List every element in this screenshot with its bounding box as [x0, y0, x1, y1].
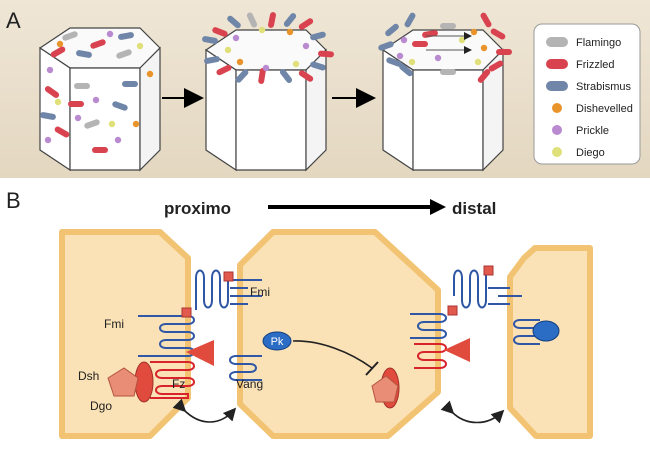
- fmi-top-coil: [196, 271, 228, 311]
- random-prickle-5: [75, 115, 81, 121]
- polar-diego-2: [409, 59, 415, 65]
- polar-frizzled-5: [412, 41, 428, 47]
- polar-prickle-7: [435, 55, 441, 61]
- random-strabismus-13: [122, 81, 138, 87]
- random-frizzled-14: [68, 101, 84, 107]
- random-prickle-1: [107, 31, 113, 37]
- legend: [534, 24, 640, 164]
- polar-dishevelled-3: [471, 29, 477, 35]
- fz-right-triangle: [444, 338, 470, 362]
- fmi-top-label: Fmi: [250, 285, 270, 299]
- random-prickle-7: [93, 97, 99, 103]
- apical-prickle-0: [233, 35, 239, 41]
- random-dishevelled-0: [57, 41, 63, 47]
- polar-diego-5: [475, 59, 481, 65]
- fmi-right-top-coil: [454, 271, 486, 308]
- apical-dishevelled-6: [237, 59, 243, 65]
- random-dishevelled-8: [147, 71, 153, 77]
- legend-swatch-diego: [552, 147, 562, 157]
- prism-apical: [202, 11, 335, 170]
- polar-flamingo-12: [440, 69, 456, 75]
- cells: [62, 232, 590, 436]
- dsh-label: Dsh: [78, 369, 100, 383]
- fmi-left-label: Fmi: [104, 317, 124, 331]
- apical-frizzled-8: [318, 50, 334, 57]
- legend-swatch-frizzled: [546, 59, 568, 69]
- legend-swatch-dishevelled: [552, 103, 562, 113]
- random-flamingo-9: [74, 83, 90, 89]
- pk-label: Pk: [270, 336, 284, 348]
- polar-flamingo-11: [440, 23, 456, 29]
- apical-prickle-5: [263, 65, 269, 71]
- random-frizzled-11: [92, 147, 108, 153]
- panel-a: [0, 0, 650, 178]
- random-diego-10: [55, 99, 61, 105]
- polar-dishevelled-4: [481, 45, 487, 51]
- legend-label-diego: Diego: [576, 147, 605, 159]
- fmi-right-square-2: [448, 306, 457, 315]
- polar-prickle-0: [401, 37, 407, 43]
- polar-diego-6: [459, 37, 465, 43]
- panel-b-label: B: [6, 188, 21, 213]
- cell-right: [510, 248, 590, 436]
- dgo-label: Dgo: [90, 399, 113, 413]
- vang-label: Vang: [236, 377, 264, 391]
- prism-random: [40, 28, 160, 170]
- fmi-left-square: [182, 308, 191, 317]
- legend-label-dishevelled: Dishevelled: [576, 103, 633, 115]
- polar-prickle-1: [397, 53, 403, 59]
- axis-arrow-head: [430, 199, 446, 215]
- panel-a-label: A: [6, 8, 21, 33]
- random-prickle-9: [115, 137, 121, 143]
- random-dishevelled-4: [133, 121, 139, 127]
- apical-diego-4: [293, 61, 299, 67]
- dgo-ellipse: [135, 362, 153, 402]
- fmi-top-square: [224, 272, 233, 281]
- axis-start-label: proximo: [164, 199, 232, 218]
- exchange-arrow-right: [452, 412, 502, 423]
- legend-label-strabismus: Strabismus: [576, 81, 632, 93]
- legend-swatch-strabismus: [546, 81, 568, 91]
- random-prickle-3: [47, 67, 53, 73]
- pk-right-ellipse: [533, 321, 559, 341]
- axis-end-label: distal: [452, 199, 497, 218]
- legend-label-flamingo: Flamingo: [576, 37, 622, 49]
- fmi-right-square: [484, 266, 493, 275]
- random-diego-6: [109, 121, 115, 127]
- legend-swatch-flamingo: [546, 37, 568, 47]
- apical-dishevelled-2: [287, 29, 293, 35]
- exchange-arrow-left: [184, 410, 234, 422]
- random-diego-2: [137, 43, 143, 49]
- polar-frizzled-8: [496, 49, 512, 55]
- apical-diego-7: [225, 47, 231, 53]
- apical-prickle-3: [303, 43, 309, 49]
- legend-label-prickle: Prickle: [576, 125, 610, 137]
- legend-label-frizzled: Frizzled: [576, 59, 615, 71]
- fz-label: Fz: [172, 377, 186, 391]
- legend-swatch-prickle: [552, 125, 562, 135]
- cell-left: [62, 232, 188, 436]
- panel-b: [6, 188, 590, 436]
- random-prickle-11: [45, 137, 51, 143]
- apical-diego-1: [259, 27, 265, 33]
